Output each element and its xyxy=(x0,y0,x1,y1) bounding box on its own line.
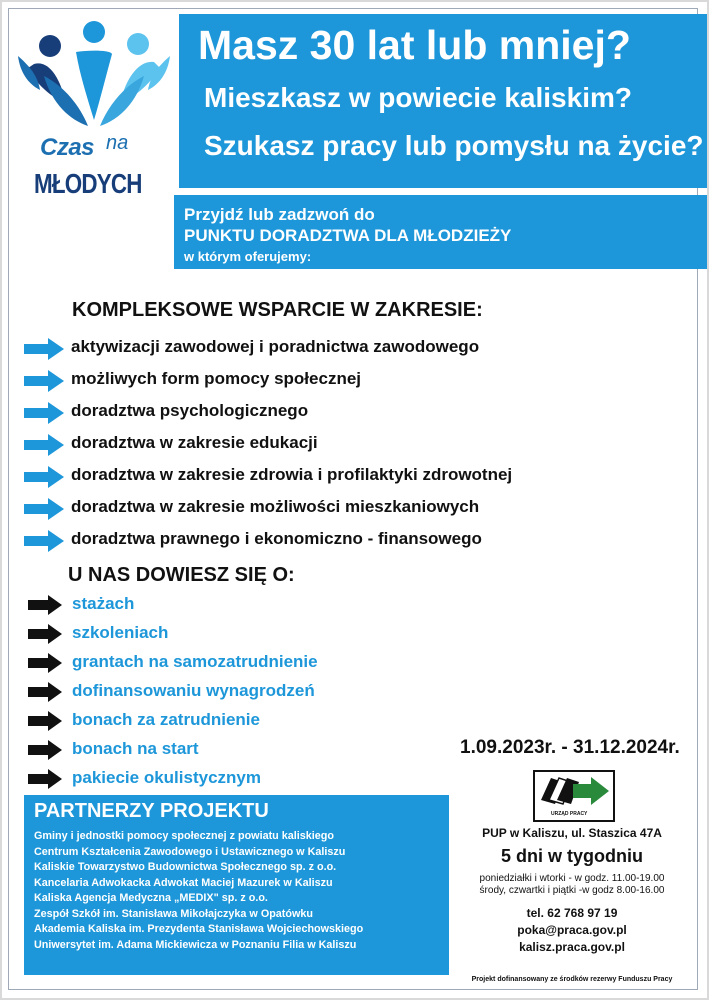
logo-mlodych-text: MŁODYCH xyxy=(34,168,142,199)
blue-arrow-icon xyxy=(24,466,64,488)
black-arrow-icon xyxy=(28,740,62,760)
support-item-text: aktywizacji zawodowej i poradnictwa zawodowego xyxy=(71,337,480,356)
office-hours-wed-fri: środy, czwartki i piątki -w godz 8.00-16.00 xyxy=(479,885,665,896)
black-arrow-icon xyxy=(28,624,62,644)
office-website: kalisz.praca.gov.pl xyxy=(519,940,625,954)
learn-item xyxy=(28,591,428,620)
logo-czas-text: Czas xyxy=(40,134,95,161)
support-item xyxy=(24,333,584,365)
invite-line-3: w którym oferujemy: xyxy=(184,249,312,264)
support-item xyxy=(24,429,584,461)
partners-box xyxy=(24,795,449,975)
blue-arrow-icon xyxy=(24,402,64,424)
office-logo-text: URZĄD PRACY xyxy=(551,811,588,817)
support-item-text: doradztwa w zakresie możliwości mieszkaniowych xyxy=(71,497,480,516)
office-email: poka@praca.gov.pl xyxy=(517,923,627,937)
learn-item-text: stażach xyxy=(72,594,135,613)
support-item-text: doradztwa w zakresie edukacji xyxy=(71,433,318,452)
partner-item: Gminy i jednostki pomocy społecznej z powiatu kaliskiego xyxy=(34,830,334,842)
hero-question-age: Masz 30 lat lub mniej? xyxy=(198,22,631,68)
poster-page xyxy=(2,2,707,998)
blue-arrow-icon xyxy=(24,370,64,392)
support-item-text: możliwych form pomocy społecznej xyxy=(71,369,362,388)
learn-heading: U NAS DOWIESZ SIĘ O: xyxy=(68,564,295,586)
support-list xyxy=(24,333,584,557)
learn-item-text: pakiecie okulistycznym xyxy=(72,768,261,787)
learn-list xyxy=(28,591,428,794)
learn-item xyxy=(28,736,428,765)
learn-item-text: szkoleniach xyxy=(72,623,169,642)
blue-arrow-icon xyxy=(24,338,64,360)
support-item xyxy=(24,525,584,557)
support-heading: KOMPLEKSOWE WSPARCIE W ZAKRESIE: xyxy=(72,299,483,321)
support-item-text: doradztwa psychologicznego xyxy=(71,401,309,420)
blue-arrow-icon xyxy=(24,434,64,456)
partners-list xyxy=(34,830,363,954)
czas-na-mlodych-logo xyxy=(14,16,174,206)
support-item xyxy=(24,397,584,429)
partner-item: Uniwersytet im. Adama Mickiewicza w Poznaniu Filia w Kaliszu xyxy=(34,938,357,951)
learn-item xyxy=(28,707,428,736)
learn-item xyxy=(28,649,428,678)
partner-item: Kaliska Agencja Medyczna „MEDIX" sp. z o.o. xyxy=(34,892,268,904)
office-phone: tel. 62 768 97 19 xyxy=(526,906,618,920)
partner-item: Zespół Szkół im. Stanisława Mikołajczyka w Opatówku xyxy=(34,907,314,920)
black-arrow-icon xyxy=(28,653,62,673)
logo-na-text: na xyxy=(106,132,129,154)
office-hours-mon-tue: poniedziałki i wtorki - w godz. 11.00-19.00 xyxy=(479,873,665,884)
partner-item: Kancelaria Adwokacka Adwokat Maciej Mazurek w Kaliszu xyxy=(34,876,333,889)
learn-item-text: bonach na start xyxy=(72,739,199,758)
support-item xyxy=(24,493,584,525)
support-item-text: doradztwa prawnego i ekonomiczno - finansowego xyxy=(71,529,482,548)
office-days: 5 dni w tygodniu xyxy=(501,846,643,866)
partners-title: PARTNERZY PROJEKTU xyxy=(34,800,269,822)
black-arrow-icon xyxy=(28,769,62,789)
partner-item: Kaliskie Towarzystwo Budownictwa Społecznego sp. z o.o. xyxy=(34,861,337,873)
learn-item xyxy=(28,678,428,707)
blue-arrow-icon xyxy=(24,530,64,552)
funding-note: Projekt dofinansowany ze środków rezerwy Funduszu Pracy xyxy=(471,976,673,983)
partner-item: Akademia Kaliska im. Prezydenta Stanisława Wojciechowskiego xyxy=(34,923,364,935)
learn-item xyxy=(28,765,428,794)
black-arrow-icon xyxy=(28,682,62,702)
blue-arrow-icon xyxy=(24,498,64,520)
learn-item-text: bonach za zatrudnienie xyxy=(72,710,260,729)
invite-line-1: Przyjdź lub zadzwoń do xyxy=(184,205,375,224)
support-item xyxy=(24,461,584,493)
support-item xyxy=(24,365,584,397)
black-arrow-icon xyxy=(28,595,62,615)
hero-question-job: Szukasz pracy lub pomysłu na życie? xyxy=(204,130,704,161)
learn-item-text: dofinansowaniu wynagrodzeń xyxy=(72,681,315,700)
office-address: PUP w Kaliszu, ul. Staszica 47A xyxy=(482,826,662,840)
learn-item xyxy=(28,620,428,649)
black-arrow-icon xyxy=(28,711,62,731)
logo-figures-icon xyxy=(14,16,174,136)
project-dates: 1.09.2023r. - 31.12.2024r. xyxy=(460,737,680,758)
urzad-pracy-logo-icon xyxy=(533,770,615,822)
invite-line-2: PUNKTU DORADZTWA DLA MŁODZIEŻY xyxy=(184,226,512,245)
partner-item: Centrum Kształcenia Zawodowego i Ustawicznego w Kaliszu xyxy=(34,845,346,858)
contact-block xyxy=(452,826,692,983)
support-item-text: doradztwa w zakresie zdrowia i profilaktyki zdrowotnej xyxy=(71,465,513,484)
learn-item-text: grantach na samozatrudnienie xyxy=(72,652,318,671)
hero-question-residence: Mieszkasz w powiecie kaliskim? xyxy=(204,82,632,113)
invite-box xyxy=(174,195,707,269)
hero-questions-box xyxy=(179,14,707,188)
